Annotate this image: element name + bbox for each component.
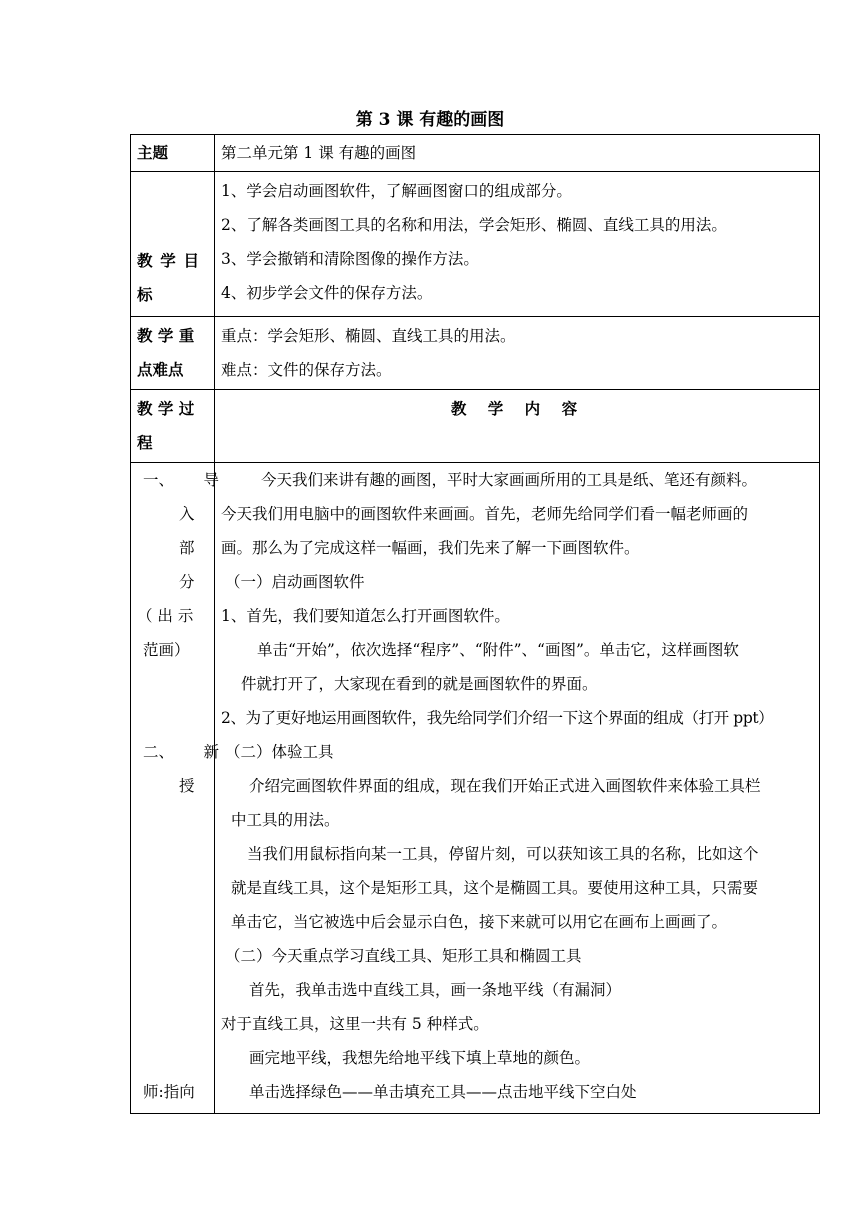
side-label [137,905,214,939]
content-line: （一）启动画图软件 [225,573,365,591]
topic-label: 主题 [131,135,215,172]
key-point-item: 重点：学会矩形、椭圆、直线工具的用法。 [221,327,516,345]
side-label: 部 [179,539,195,557]
side-label: 范画） [143,641,190,659]
content-line: 介绍完画图软件界面的组成，现在我们开始正式进入画图软件来体验工具栏 [249,777,761,795]
content-line: 今天我们来讲有趣的画图，平时大家画画所用的工具是纸、笔还有颜料。 [261,471,758,489]
table-row-key-points [131,317,820,390]
content-line: 1、首先，我们要知道怎么打开画图软件。 [221,607,510,625]
process-side-labels [131,463,220,1114]
lesson-plan-table [130,134,820,1114]
goals-label [131,172,215,317]
table-row-topic [131,135,820,172]
content-line: 2、为了更好地运用画图软件，我先给同学们介绍一下这个界面的组成（打开 ppt） [221,709,774,727]
side-label: 分 [179,573,195,591]
content-line: （二）今天重点学习直线工具、矩形工具和椭圆工具 [225,947,582,965]
side-label [137,837,214,871]
side-label: （ 出 示 [137,607,194,625]
content-line: 今天我们用电脑中的画图软件来画画。首先，老师先给同学们看一幅老师画的 [221,505,749,523]
table-row-goals [131,172,820,317]
side-label [137,973,214,1007]
side-label [137,803,214,837]
goal-item: 3、学会撤销和清除图像的操作方法。 [221,250,479,268]
content-line: 当我们用鼠标指向某一工具，停留片刻，可以获知该工具的名称，比如这个 [247,845,759,863]
content-line: 单击它，当它被选中后会显示白色，接下来就可以用它在画布上画画了。 [231,913,728,931]
content-line: 单击“开始”，依次选择“程序”、“附件”、“画图”。单击它，这样画图软 [257,641,739,659]
side-label: 入 [179,505,195,523]
content-line: （二）体验工具 [225,743,334,761]
goals-label-text: 教 学 目 标 [137,251,199,304]
content-line: 首先，我单击选中直线工具，画一条地平线（有漏洞） [249,981,622,999]
key-points-cell [215,317,820,390]
goal-item: 1、学会启动画图软件，了解画图窗口的组成部分。 [221,182,572,200]
content-line: 件就打开了，大家现在看到的就是画图软件的界面。 [241,675,598,693]
goals-cell [215,172,820,317]
topic-value: 第二单元第 1 课 有趣的画图 [215,135,820,172]
process-label-text: 教 学 过 程 [137,399,195,452]
side-label [137,1007,214,1041]
goal-item: 4、初步学会文件的保存方法。 [221,284,433,302]
content-header: 教 学 内 容 [450,399,586,418]
process-content [215,463,820,1114]
side-label: 二、 新 [143,743,220,761]
side-label [137,667,214,701]
content-line: 中工具的用法。 [231,811,340,829]
content-line: 对于直线工具，这里一共有 5 种样式。 [221,1015,489,1033]
goal-item: 2、了解各类画图工具的名称和用法，学会矩形、椭圆、直线工具的用法。 [221,216,727,234]
table-row-process-header [131,390,820,463]
key-points-label [131,317,215,390]
content-header-cell [215,390,820,463]
side-label [137,1041,214,1075]
page-title: 第 3 课 有趣的画图 [355,110,505,130]
side-label: 师:指向 [143,1083,195,1101]
key-points-label-text: 教 学 重 点难点 [137,326,195,379]
content-line: 单击选择绿色——单击填充工具——点击地平线下空白处 [249,1083,637,1101]
side-label [137,701,214,735]
process-label [131,390,215,463]
side-label [137,871,214,905]
content-line: 画完地平线，我想先给地平线下填上草地的颜色。 [249,1049,591,1067]
side-label: 授 [179,777,195,795]
side-label [137,939,214,973]
key-point-item: 难点：文件的保存方法。 [221,361,392,379]
content-line: 就是直线工具，这个是矩形工具，这个是椭圆工具。要使用这种工具，只需要 [231,879,759,897]
side-label: 一、 导 [143,471,220,489]
table-row-process-body [131,463,820,1114]
content-line: 画。那么为了完成这样一幅画，我们先来了解一下画图软件。 [221,539,640,557]
